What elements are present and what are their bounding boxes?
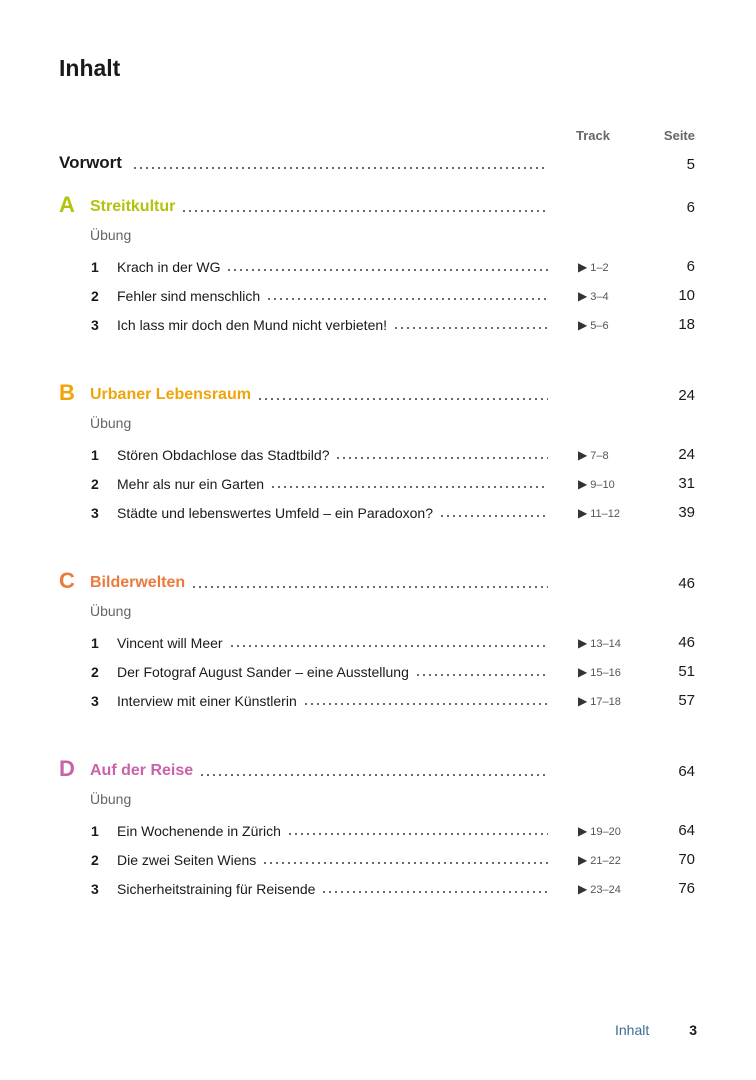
item-page: 6: [686, 258, 695, 275]
track-range: 19–20: [590, 826, 621, 838]
item-title: Städte und lebenswertes Umfeld – ein Paradoxon?: [117, 505, 433, 521]
item-number: 3: [91, 881, 99, 897]
section-subheading: Übung: [90, 415, 132, 431]
page-title: Inhalt: [59, 55, 121, 81]
vorwort-row[interactable]: [0, 150, 756, 176]
play-triangle-icon: ▶: [578, 289, 588, 303]
item-title: Sicherheitstraining für Reisende: [117, 881, 316, 897]
toc-item[interactable]: [0, 498, 756, 524]
play-triangle-icon: ▶: [578, 665, 588, 679]
section-row[interactable]: [0, 569, 756, 595]
track-reference: [578, 694, 621, 708]
track-reference: [578, 289, 609, 303]
item-number: 3: [91, 317, 99, 333]
track-range: 13–14: [590, 638, 621, 650]
track-reference: [578, 477, 615, 491]
track-range: 3–4: [590, 291, 609, 303]
toc-item[interactable]: [0, 281, 756, 307]
track-range: 17–18: [590, 696, 621, 708]
track-reference: [578, 318, 609, 332]
track-reference: [578, 260, 609, 274]
section-title: Bilderwelten: [90, 574, 186, 591]
section-title: Auf der Reise: [90, 762, 194, 779]
leader-dots: [191, 586, 548, 588]
section-row[interactable]: [0, 381, 756, 407]
leader-dots: [199, 774, 548, 776]
leader-dots: [270, 486, 548, 488]
track-range: 9–10: [590, 479, 615, 491]
item-number: 2: [91, 288, 99, 304]
play-triangle-icon: ▶: [578, 853, 588, 867]
leader-dots: [266, 298, 548, 300]
footer-page-number: 3: [689, 1022, 697, 1038]
item-page: 64: [678, 822, 695, 839]
section-page: 46: [678, 575, 695, 592]
section-row[interactable]: [0, 193, 756, 219]
track-range: 7–8: [590, 450, 609, 462]
play-triangle-icon: ▶: [578, 636, 588, 650]
play-triangle-icon: ▶: [578, 448, 588, 462]
section-page: 6: [686, 199, 695, 216]
track-reference: [578, 636, 621, 650]
toc-item[interactable]: [0, 816, 756, 842]
leader-dots: [181, 210, 548, 212]
toc-item[interactable]: [0, 440, 756, 466]
item-page: 18: [678, 316, 695, 333]
item-title: Ein Wochenende in Zürich: [117, 823, 281, 839]
item-page: 76: [678, 880, 695, 897]
section-page: 24: [678, 387, 695, 404]
leader-dots: [287, 833, 548, 835]
toc-item[interactable]: [0, 628, 756, 654]
item-page: 10: [678, 287, 695, 304]
track-range: 5–6: [590, 320, 609, 332]
play-triangle-icon: ▶: [578, 824, 588, 838]
vorwort-label: Vorwort: [59, 153, 122, 172]
item-title: Stören Obdachlose das Stadtbild?: [117, 447, 330, 463]
item-title: Fehler sind menschlich: [117, 288, 261, 304]
section-title: Urbaner Lebensraum: [90, 386, 251, 403]
toc-item[interactable]: [0, 845, 756, 871]
track-reference: [578, 882, 621, 896]
leader-dots: [262, 862, 548, 864]
item-number: 3: [91, 693, 99, 709]
track-reference: [578, 824, 621, 838]
toc-item[interactable]: [0, 874, 756, 900]
leader-dots: [303, 703, 548, 705]
toc-item[interactable]: [0, 469, 756, 495]
track-range: 15–16: [590, 667, 621, 679]
leader-dots: [321, 891, 548, 893]
item-number: 1: [91, 259, 99, 275]
section-letter: A: [59, 192, 75, 217]
track-range: 21–22: [590, 855, 621, 867]
play-triangle-icon: ▶: [578, 477, 588, 491]
toc-item[interactable]: [0, 657, 756, 683]
section-letter: D: [59, 756, 75, 781]
track-column-header: Track: [576, 128, 610, 143]
item-title: Die zwei Seiten Wiens: [117, 852, 257, 868]
leader-dots: [257, 398, 548, 400]
item-page: 57: [678, 692, 695, 709]
leader-dots: [335, 457, 548, 459]
page-column-header: Seite: [663, 128, 695, 143]
play-triangle-icon: ▶: [578, 882, 588, 896]
leader-dots: [132, 167, 548, 169]
track-range: 1–2: [590, 262, 609, 274]
item-page: 51: [678, 663, 695, 680]
leader-dots: [229, 645, 548, 647]
play-triangle-icon: ▶: [578, 694, 588, 708]
toc-item[interactable]: [0, 686, 756, 712]
item-title: Krach in der WG: [117, 259, 221, 275]
play-triangle-icon: ▶: [578, 260, 588, 274]
section-row[interactable]: [0, 757, 756, 783]
leader-dots: [439, 515, 548, 517]
leader-dots: [393, 327, 548, 329]
item-page: 31: [678, 475, 695, 492]
section-subheading: Übung: [90, 603, 132, 619]
toc-item[interactable]: [0, 310, 756, 336]
item-title: Interview mit einer Künstlerin: [117, 693, 297, 709]
vorwort-page: 5: [686, 156, 695, 173]
item-title: Mehr als nur ein Garten: [117, 476, 265, 492]
item-title: Vincent will Meer: [117, 635, 223, 651]
track-reference: [578, 853, 621, 867]
item-number: 1: [91, 447, 99, 463]
play-triangle-icon: ▶: [578, 318, 588, 332]
section-letter: B: [59, 380, 75, 405]
toc-item[interactable]: [0, 252, 756, 278]
leader-dots: [226, 269, 548, 271]
item-page: 24: [678, 446, 695, 463]
section-subheading: Übung: [90, 791, 132, 807]
track-reference: [578, 506, 620, 520]
leader-dots: [415, 674, 548, 676]
item-number: 3: [91, 505, 99, 521]
item-number: 1: [91, 635, 99, 651]
track-range: 23–24: [590, 884, 621, 896]
track-range: 11–12: [590, 508, 621, 520]
item-page: 39: [678, 504, 695, 521]
item-number: 1: [91, 823, 99, 839]
item-title: Der Fotograf August Sander – eine Ausstellung: [117, 664, 409, 680]
item-number: 2: [91, 664, 99, 680]
play-triangle-icon: ▶: [578, 506, 588, 520]
item-number: 2: [91, 852, 99, 868]
item-page: 46: [678, 634, 695, 651]
section-title: Streitkultur: [90, 198, 176, 215]
track-reference: [578, 448, 609, 462]
section-page: 64: [678, 763, 695, 780]
footer-label: Inhalt: [615, 1022, 650, 1038]
section-letter: C: [59, 568, 75, 593]
section-subheading: Übung: [90, 227, 132, 243]
item-number: 2: [91, 476, 99, 492]
track-reference: [578, 665, 621, 679]
item-title: Ich lass mir doch den Mund nicht verbieten!: [117, 317, 388, 333]
item-page: 70: [678, 851, 695, 868]
